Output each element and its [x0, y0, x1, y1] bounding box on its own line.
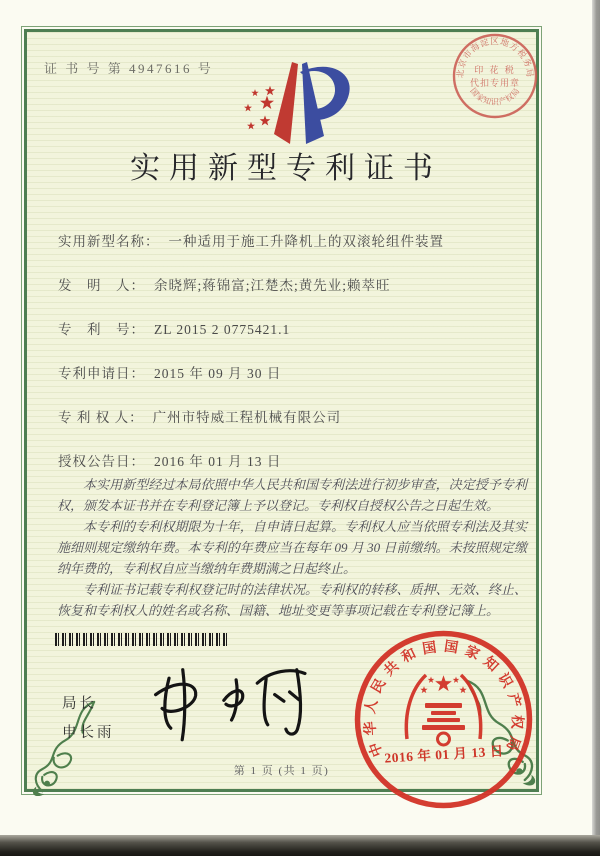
field-value: 2015 年 09 月 30 日: [154, 366, 282, 381]
tax-stamp-seal: [449, 30, 541, 122]
tax-stamp-arc-bottom: 国家知识产权局: [468, 86, 522, 107]
legal-paragraph: 本实用新型经过本局依照中华人民共和国专利法进行初步审查，决定授予专利权，颁发本证书并在专利登记簿上予以登记。专利权自授权公告之日起生效。: [57, 477, 527, 513]
seal-date: 2016 年 01 月 13 日: [384, 743, 505, 766]
field-value: 广州市特威工程机械有限公司: [152, 410, 342, 425]
field-label: 专 利 号：: [58, 322, 145, 337]
photo-edge-bottom: [0, 835, 600, 856]
field-value: 一种适用于施工升降机上的双滚轮组件装置: [168, 234, 444, 249]
field-label: 授权公告日：: [58, 454, 145, 469]
tax-stamp-center-line2: 代扣专用章: [469, 78, 521, 88]
official-seal: [351, 627, 537, 813]
seal-arc-text: 中华人民共和国国家知识产权局: [362, 639, 525, 759]
field-label: 实用新型名称：: [58, 234, 160, 249]
field-label: 发 明 人：: [58, 278, 145, 293]
handwritten-signature: [139, 659, 327, 750]
field-label: 专利申请日：: [58, 366, 145, 381]
field-value: 2016 年 01 月 13 日: [154, 454, 282, 469]
legal-text-block: [57, 474, 527, 621]
field-value: ZL 2015 2 0775421.1: [154, 322, 291, 337]
signatory-name: 申长雨: [62, 725, 115, 741]
field-patentee: [58, 406, 528, 426]
certificate-title: 实用新型专利证书: [130, 152, 442, 185]
field-value: 余晓辉;蒋锦富;江楚杰;黄先业;赖萃旺: [154, 278, 391, 293]
cnipa-logo-icon: [236, 58, 360, 148]
tax-stamp-center-line1: 印 花 税: [474, 65, 516, 75]
tax-stamp-arc-top: 北京市海淀区地方税务局: [454, 36, 536, 79]
floral-ornament-icon: [25, 700, 97, 796]
certificate-number: 证 书 号 第 4947616 号: [44, 61, 214, 76]
field-inventors: [58, 274, 528, 294]
page-number: 第 1 页 (共 1 页): [233, 765, 330, 777]
legal-paragraph: 专利证书记载专利权登记时的法律状况。专利权的转移、质押、无效、终止、恢复和专利权人的姓名或名称、国籍、地址变更等事项记载在专利登记簿上。: [57, 582, 527, 618]
svg-text:国家知识产权局: [468, 86, 521, 106]
field-label: 专 利 权 人：: [58, 410, 144, 425]
field-grant-publication-date: [58, 450, 528, 470]
field-utility-model-name: [58, 230, 528, 250]
legal-paragraph: 本专利的专利权期限为十年，自申请日起算。专利权人应当依照专利法及其实施细则规定缴纳年费。本专利的年费应当在每年 09 月 30 日前缴纳。未按照规定缴纳年费的，专利权自应当缴纳年费期满之日起终止。: [57, 519, 527, 576]
barcode: [55, 633, 227, 646]
field-application-date: [58, 362, 528, 382]
photo-edge-right: [592, 0, 600, 835]
signatory-title: 局长: [62, 696, 97, 712]
national-emblem-icon: [406, 675, 480, 745]
field-patent-number: [58, 318, 528, 338]
